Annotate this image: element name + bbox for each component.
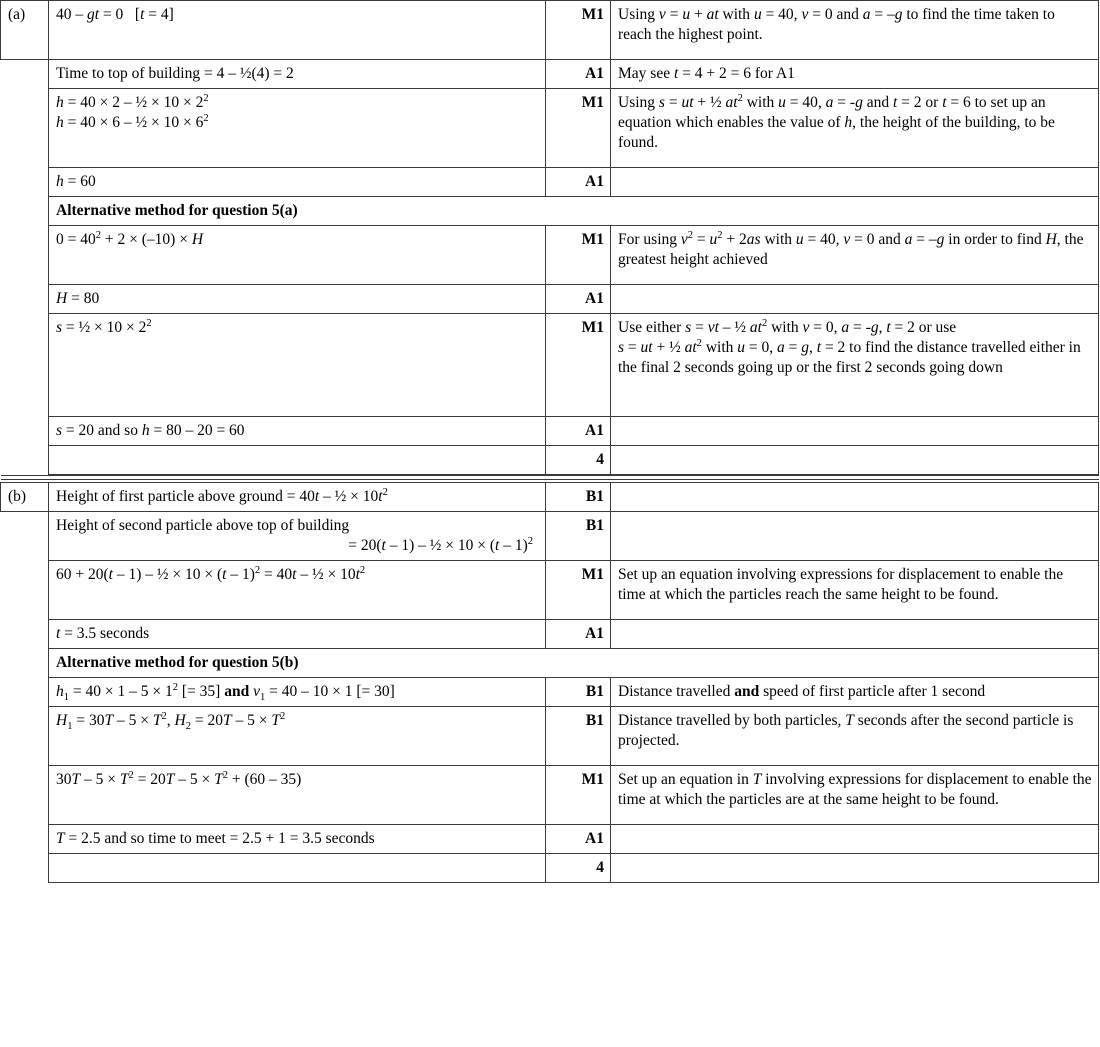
notes-cell: Using v = u + at with u = 40, v = 0 and a = –g to find the time taken to reach the highest point. xyxy=(611,1,1099,60)
mark-cell: 4 xyxy=(546,445,611,474)
notes-cell xyxy=(611,482,1099,511)
working-cell: $H_1 = 30T - 5 \times T^2$, $H_2 = 20T - 5 \times T^2$ xyxy=(49,706,546,765)
notes-cell: Distance travelled and speed of first particle after 1 second xyxy=(611,677,1099,706)
notes-cell: Set up an equation involving expressions for displacement to enable the time at which the particles reach the same height to be found. xyxy=(611,560,1099,619)
cell-spacer xyxy=(56,585,539,615)
part-label-empty xyxy=(1,648,49,677)
table-row xyxy=(1,706,1099,765)
cell-spacer xyxy=(56,338,539,412)
mark-cell: M1 xyxy=(546,560,611,619)
part-label-empty xyxy=(1,88,49,167)
working-cell: H = 80 xyxy=(49,284,546,313)
part-label-empty xyxy=(1,619,49,648)
working-cell: s = 20 and so h = 80 – 20 = 60 xyxy=(49,416,546,445)
mark-cell: A1 xyxy=(546,284,611,313)
working-cell: 60 + 20(t – 1) – ½ × 10 × (t – 1)$^2$ = 40t – ½ × $10t^2$ xyxy=(49,560,546,619)
part-label-empty xyxy=(1,706,49,765)
working-cell: Height of second particle above top of building = 20(t – 1) – ½ × 10 × (t – 1)$^2$ xyxy=(49,511,546,560)
mark-cell: M1 xyxy=(546,1,611,60)
alternative-method-row xyxy=(1,648,1099,677)
table-row xyxy=(1,619,1099,648)
cell-spacer xyxy=(56,790,539,820)
table-row xyxy=(1,677,1099,706)
mark-cell: M1 xyxy=(546,765,611,824)
mark-cell: M1 xyxy=(546,225,611,284)
working-cell: $h_1 = 40 \times 1 - 5 \times 1^2$ [= 35] and $v_1 = 40 - 10 \times 1$ [= 30] xyxy=(49,677,546,706)
notes-cell xyxy=(611,511,1099,560)
alternative-method-title: Alternative method for question 5(b) xyxy=(49,648,1099,677)
working-cell xyxy=(49,853,546,882)
mark-cell: B1 xyxy=(546,482,611,511)
notes-cell xyxy=(611,445,1099,474)
notes-cell: May see t = 4 + 2 = 6 for A1 xyxy=(611,59,1099,88)
table-row xyxy=(1,313,1099,416)
part-label-empty xyxy=(1,59,49,88)
notes-cell: Distance travelled by both particles, T seconds after the second particle is projected. xyxy=(611,706,1099,765)
table-row xyxy=(1,765,1099,824)
part-label-empty xyxy=(1,313,49,416)
table-row xyxy=(1,853,1099,882)
double-rule xyxy=(1,475,1099,480)
part-label-empty xyxy=(1,824,49,853)
part-label-empty xyxy=(1,765,49,824)
section-divider xyxy=(1,474,1099,482)
mark-cell: M1 xyxy=(546,313,611,416)
part-label-empty xyxy=(1,167,49,196)
alternative-method-row xyxy=(1,196,1099,225)
notes-cell xyxy=(611,416,1099,445)
mark-cell: 4 xyxy=(546,853,611,882)
working-cell: t = 3.5 seconds xyxy=(49,619,546,648)
table-row xyxy=(1,225,1099,284)
mark-cell: B1 xyxy=(546,511,611,560)
notes-cell xyxy=(611,619,1099,648)
mark-scheme-body xyxy=(1,1,1099,883)
working-cell xyxy=(49,445,546,474)
part-label-empty xyxy=(1,511,49,560)
working-cell: $0 = 40^2 + 2 \times (-10) \times H$ xyxy=(49,225,546,284)
cell-spacer xyxy=(56,133,539,163)
table-row xyxy=(1,284,1099,313)
part-label-part-a: (a) xyxy=(1,1,49,60)
cell-spacer xyxy=(56,25,539,55)
working-cell: s = ½ × $10 \times 2^2$ xyxy=(49,313,546,416)
part-label-empty xyxy=(1,445,49,474)
working-cell: T = 2.5 and so time to meet = 2.5 + 1 = 3.5 seconds xyxy=(49,824,546,853)
alternative-method-title: Alternative method for question 5(a) xyxy=(49,196,1099,225)
table-row xyxy=(1,416,1099,445)
part-label-empty xyxy=(1,853,49,882)
working-cell: h = 60 xyxy=(49,167,546,196)
notes-cell xyxy=(611,824,1099,853)
working-cell: $30T - 5 \times T^2 = 20T - 5 \times T^2 + (60 - 35)$ xyxy=(49,765,546,824)
section-divider-cell xyxy=(1,474,1099,482)
mark-cell: A1 xyxy=(546,416,611,445)
working-cell: Height of first particle above ground = 40t – ½ × $10t^2$ xyxy=(49,482,546,511)
mark-cell: B1 xyxy=(546,677,611,706)
notes-cell: Use either s = vt – ½ $at^2$ with v = 0, a = -g, t = 2 or use s = ut + ½ $at^2$ with u = 0, a = g, t = 2 to find the distance travelled either in the final 2 seconds going up or the first 2 seconds going down xyxy=(611,313,1099,416)
table-row xyxy=(1,59,1099,88)
mark-cell: A1 xyxy=(546,619,611,648)
notes-cell xyxy=(611,853,1099,882)
table-row xyxy=(1,560,1099,619)
cell-spacer xyxy=(56,731,539,761)
working-cell: 40 – gt = 0 [t = 4] xyxy=(49,1,546,60)
table-row xyxy=(1,445,1099,474)
mark-cell: M1 xyxy=(546,88,611,167)
mark-cell: A1 xyxy=(546,59,611,88)
working-cell: Time to top of building = 4 – ½(4) = 2 xyxy=(49,59,546,88)
notes-cell: Using s = ut + ½ $at^2$ with u = 40, a = -g and t = 2 or t = 6 to set up an equation which enables the value of h, the height of the building, to be found. xyxy=(611,88,1099,167)
notes-cell: Set up an equation in T involving expressions for displacement to enable the time at which the particles are at the same height to be found. xyxy=(611,765,1099,824)
part-label-part-b: (b) xyxy=(1,482,49,511)
table-row xyxy=(1,482,1099,511)
part-label-empty xyxy=(1,677,49,706)
mark-cell: A1 xyxy=(546,824,611,853)
notes-cell: For using $v^2 = u^2 + 2as$ with u = 40, v = 0 and a = –g in order to find H, the greatest height achieved xyxy=(611,225,1099,284)
part-label-empty xyxy=(1,196,49,225)
table-row xyxy=(1,824,1099,853)
table-row xyxy=(1,88,1099,167)
part-label-empty xyxy=(1,560,49,619)
cell-spacer xyxy=(56,250,539,280)
table-row xyxy=(1,167,1099,196)
part-label-empty xyxy=(1,416,49,445)
notes-cell xyxy=(611,167,1099,196)
mark-cell: A1 xyxy=(546,167,611,196)
notes-cell xyxy=(611,284,1099,313)
part-label-empty xyxy=(1,225,49,284)
working-cell: h = 40 × 2 – ½ × $10 \times 2^2$ h = 40 × 6 – ½ × $10 \times 6^2$ xyxy=(49,88,546,167)
part-label-empty xyxy=(1,284,49,313)
mark-cell: B1 xyxy=(546,706,611,765)
table-row xyxy=(1,511,1099,560)
table-row xyxy=(1,1,1099,60)
